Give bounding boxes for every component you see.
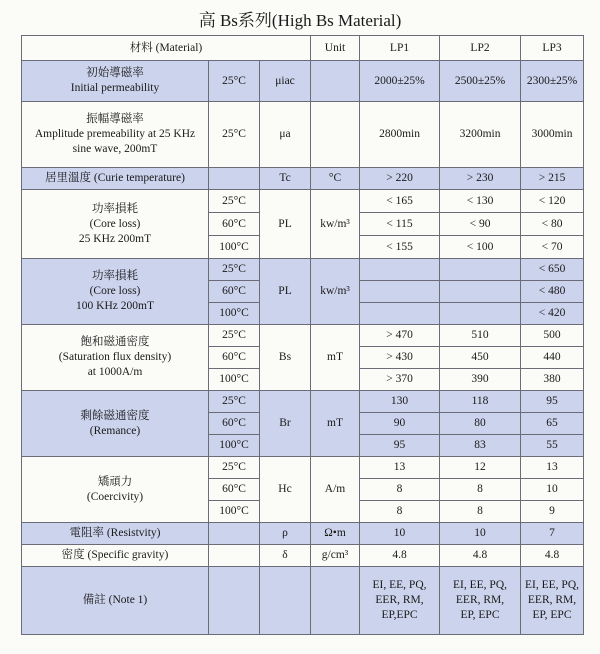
- unit-cell: [311, 567, 360, 635]
- lp2-core-shapes: EI, EE, PQ, EER, RM, EP, EPC: [440, 567, 521, 635]
- lp1-value: [360, 303, 440, 325]
- lp3-value: < 70: [521, 236, 584, 259]
- unit-cell: A/m: [311, 457, 360, 523]
- lp1-value: 2000±25%: [360, 61, 440, 102]
- lp1-value: < 165: [360, 190, 440, 213]
- header-material: 材料 (Material): [22, 36, 311, 61]
- lp1-value: 4.8: [360, 545, 440, 567]
- lp1-value: > 370: [360, 369, 440, 391]
- unit-cell: [311, 61, 360, 102]
- lp2-value: 10: [440, 523, 521, 545]
- unit-cell: kw/m³: [311, 259, 360, 325]
- lp3-value: 55: [521, 435, 584, 457]
- lp2-value: < 130: [440, 190, 521, 213]
- lp1-value: > 430: [360, 347, 440, 369]
- lp2-value: 510: [440, 325, 521, 347]
- lp2-value: 3200min: [440, 102, 521, 168]
- lp3-value: < 120: [521, 190, 584, 213]
- unit-cell: Ω•m: [311, 523, 360, 545]
- temp-cell: 25°C: [209, 325, 260, 347]
- temp-cell: [209, 168, 260, 190]
- temp-cell: [209, 523, 260, 545]
- lp1-value: 10: [360, 523, 440, 545]
- spec-table: [21, 35, 584, 635]
- lp3-value: < 420: [521, 303, 584, 325]
- specific-gravity-label: 密度 (Specific gravity): [22, 545, 209, 567]
- lp2-value: [440, 259, 521, 281]
- lp3-value: 2300±25%: [521, 61, 584, 102]
- symbol-cell: PL: [260, 259, 311, 325]
- lp1-value: > 220: [360, 168, 440, 190]
- lp2-value: < 90: [440, 213, 521, 236]
- curie-row: [22, 168, 584, 190]
- core-loss-25k-row: [22, 190, 584, 213]
- temp-cell: 60°C: [209, 213, 260, 236]
- lp3-value: 7: [521, 523, 584, 545]
- symbol-cell: Hc: [260, 457, 311, 523]
- resistivity-row: [22, 523, 584, 545]
- coercivity-row: [22, 457, 584, 479]
- note-row: [22, 567, 584, 635]
- amplitude-permeability-row: [22, 102, 584, 168]
- temp-cell: 100°C: [209, 369, 260, 391]
- saturation-flux-label: 飽和磁通密度 (Saturation flux density) at 1000A/m: [22, 325, 209, 391]
- unit-cell: mT: [311, 391, 360, 457]
- header-unit: Unit: [311, 36, 360, 61]
- lp1-core-shapes: EI, EE, PQ, EER, RM, EP,EPC: [360, 567, 440, 635]
- core-loss-100k-label: 功率損耗 (Core loss) 100 KHz 200mT: [22, 259, 209, 325]
- lp3-value: 440: [521, 347, 584, 369]
- lp3-value: < 80: [521, 213, 584, 236]
- lp2-value: 8: [440, 479, 521, 501]
- unit-cell: kw/m³: [311, 190, 360, 259]
- lp1-value: 8: [360, 501, 440, 523]
- lp2-value: 2500±25%: [440, 61, 521, 102]
- temp-cell: 25°C: [209, 190, 260, 213]
- lp3-core-shapes: EI, EE, PQ, EER, RM, EP, EPC: [521, 567, 584, 635]
- lp1-value: 130: [360, 391, 440, 413]
- lp3-value: > 215: [521, 168, 584, 190]
- header-lp1: LP1: [360, 36, 440, 61]
- header-lp3: LP3: [521, 36, 584, 61]
- temp-cell: 100°C: [209, 303, 260, 325]
- lp3-value: 95: [521, 391, 584, 413]
- lp1-value: 90: [360, 413, 440, 435]
- note-label: 備註 (Note 1): [22, 567, 209, 635]
- unit-cell: g/cm³: [311, 545, 360, 567]
- temp-cell: 25°C: [209, 259, 260, 281]
- lp2-value: 4.8: [440, 545, 521, 567]
- symbol-cell: μa: [260, 102, 311, 168]
- lp1-value: 8: [360, 479, 440, 501]
- lp3-value: < 480: [521, 281, 584, 303]
- temp-cell: 60°C: [209, 347, 260, 369]
- coercivity-label: 矯頑力 (Coercivity): [22, 457, 209, 523]
- lp1-value: 95: [360, 435, 440, 457]
- lp3-value: 500: [521, 325, 584, 347]
- lp1-value: 2800min: [360, 102, 440, 168]
- symbol-cell: μiac: [260, 61, 311, 102]
- core-loss-100k-row: [22, 259, 584, 281]
- unit-cell: °C: [311, 168, 360, 190]
- amplitude-permeability-label: 振幅導磁率 Amplitude premeability at 25 KHz sine wave, 200mT: [22, 102, 209, 168]
- temp-cell: 100°C: [209, 501, 260, 523]
- lp2-value: < 100: [440, 236, 521, 259]
- lp3-value: 13: [521, 457, 584, 479]
- unit-cell: mT: [311, 325, 360, 391]
- lp1-value: [360, 259, 440, 281]
- saturation-flux-row: [22, 325, 584, 347]
- core-loss-25k-label: 功率損耗 (Core loss) 25 KHz 200mT: [22, 190, 209, 259]
- temp-cell: 100°C: [209, 236, 260, 259]
- temp-cell: 100°C: [209, 435, 260, 457]
- temp-cell: 25°C: [209, 457, 260, 479]
- lp1-value: > 470: [360, 325, 440, 347]
- lp3-value: 3000min: [521, 102, 584, 168]
- initial-permeability-row: [22, 61, 584, 102]
- specific-gravity-row: [22, 545, 584, 567]
- temp-cell: 60°C: [209, 281, 260, 303]
- lp2-value: 390: [440, 369, 521, 391]
- lp2-value: 450: [440, 347, 521, 369]
- initial-permeability-label: 初始導磁率 Initial permeability: [22, 61, 209, 102]
- remanence-label: 剩餘磁通密度 (Remance): [22, 391, 209, 457]
- temp-cell: 25°C: [209, 61, 260, 102]
- temp-cell: 60°C: [209, 413, 260, 435]
- lp3-value: 380: [521, 369, 584, 391]
- lp1-value: 13: [360, 457, 440, 479]
- lp3-value: 4.8: [521, 545, 584, 567]
- lp3-value: 65: [521, 413, 584, 435]
- curie-label: 居里溫度 (Curie temperature): [22, 168, 209, 190]
- lp2-value: 12: [440, 457, 521, 479]
- symbol-cell: Br: [260, 391, 311, 457]
- temp-cell: 25°C: [209, 102, 260, 168]
- lp3-value: 9: [521, 501, 584, 523]
- lp1-value: < 155: [360, 236, 440, 259]
- lp2-value: 118: [440, 391, 521, 413]
- lp2-value: 80: [440, 413, 521, 435]
- page-title: 高 Bs系列(High Bs Material): [198, 11, 402, 30]
- lp3-value: 10: [521, 479, 584, 501]
- symbol-cell: δ: [260, 545, 311, 567]
- lp2-value: 83: [440, 435, 521, 457]
- remanence-row: [22, 391, 584, 413]
- symbol-cell: PL: [260, 190, 311, 259]
- lp2-value: [440, 303, 521, 325]
- lp1-value: [360, 281, 440, 303]
- lp2-value: 8: [440, 501, 521, 523]
- resistivity-label: 電阻率 (Resistvity): [22, 523, 209, 545]
- symbol-cell: ρ: [260, 523, 311, 545]
- symbol-cell: Tc: [260, 168, 311, 190]
- symbol-cell: Bs: [260, 325, 311, 391]
- lp2-value: [440, 281, 521, 303]
- lp3-value: < 650: [521, 259, 584, 281]
- temp-cell: [209, 545, 260, 567]
- temp-cell: 25°C: [209, 391, 260, 413]
- header-row: [22, 36, 584, 61]
- symbol-cell: [260, 567, 311, 635]
- header-lp2: LP2: [440, 36, 521, 61]
- temp-cell: 60°C: [209, 479, 260, 501]
- temp-cell: [209, 567, 260, 635]
- lp1-value: < 115: [360, 213, 440, 236]
- lp2-value: > 230: [440, 168, 521, 190]
- unit-cell: [311, 102, 360, 168]
